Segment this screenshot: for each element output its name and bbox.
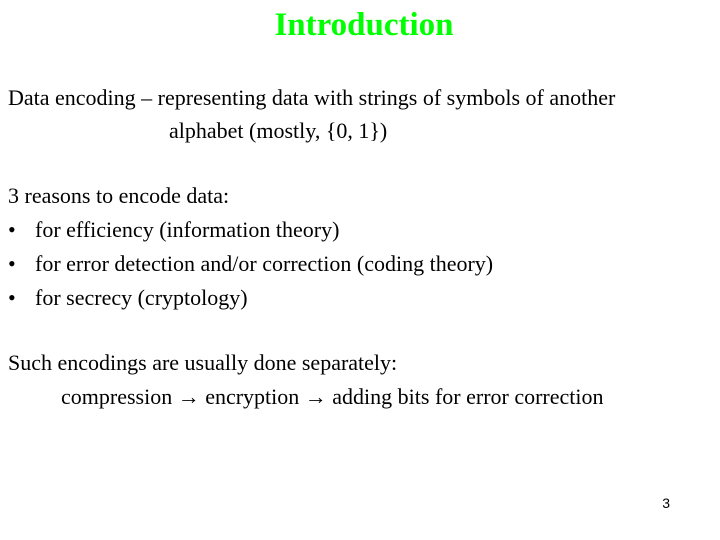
bullet-icon: • bbox=[8, 285, 16, 310]
list-item bbox=[8, 217, 339, 243]
bullet-icon: • bbox=[8, 251, 16, 276]
reason-secrecy: for secrecy (cryptology) bbox=[35, 285, 248, 310]
definition-line-1: Data encoding – representing data with strings of symbols of another bbox=[8, 85, 616, 110]
definition-line-2: alphabet (mostly, {0, 1}) bbox=[169, 118, 388, 143]
list-item bbox=[8, 285, 248, 311]
reason-efficiency: for efficiency (information theory) bbox=[35, 217, 340, 242]
list-item bbox=[8, 251, 493, 277]
slide-title: Introduction bbox=[274, 7, 454, 43]
bullet-icon: • bbox=[8, 217, 16, 242]
reasons-heading: 3 reasons to encode data: bbox=[8, 183, 230, 208]
page-number: 3 bbox=[662, 495, 670, 511]
reason-error-correction: for error detection and/or correction (coding theory) bbox=[35, 251, 494, 276]
process-line-2: compression → encryption → adding bits for error correction bbox=[61, 384, 604, 409]
process-line-1: Such encodings are usually done separately: bbox=[8, 350, 398, 375]
